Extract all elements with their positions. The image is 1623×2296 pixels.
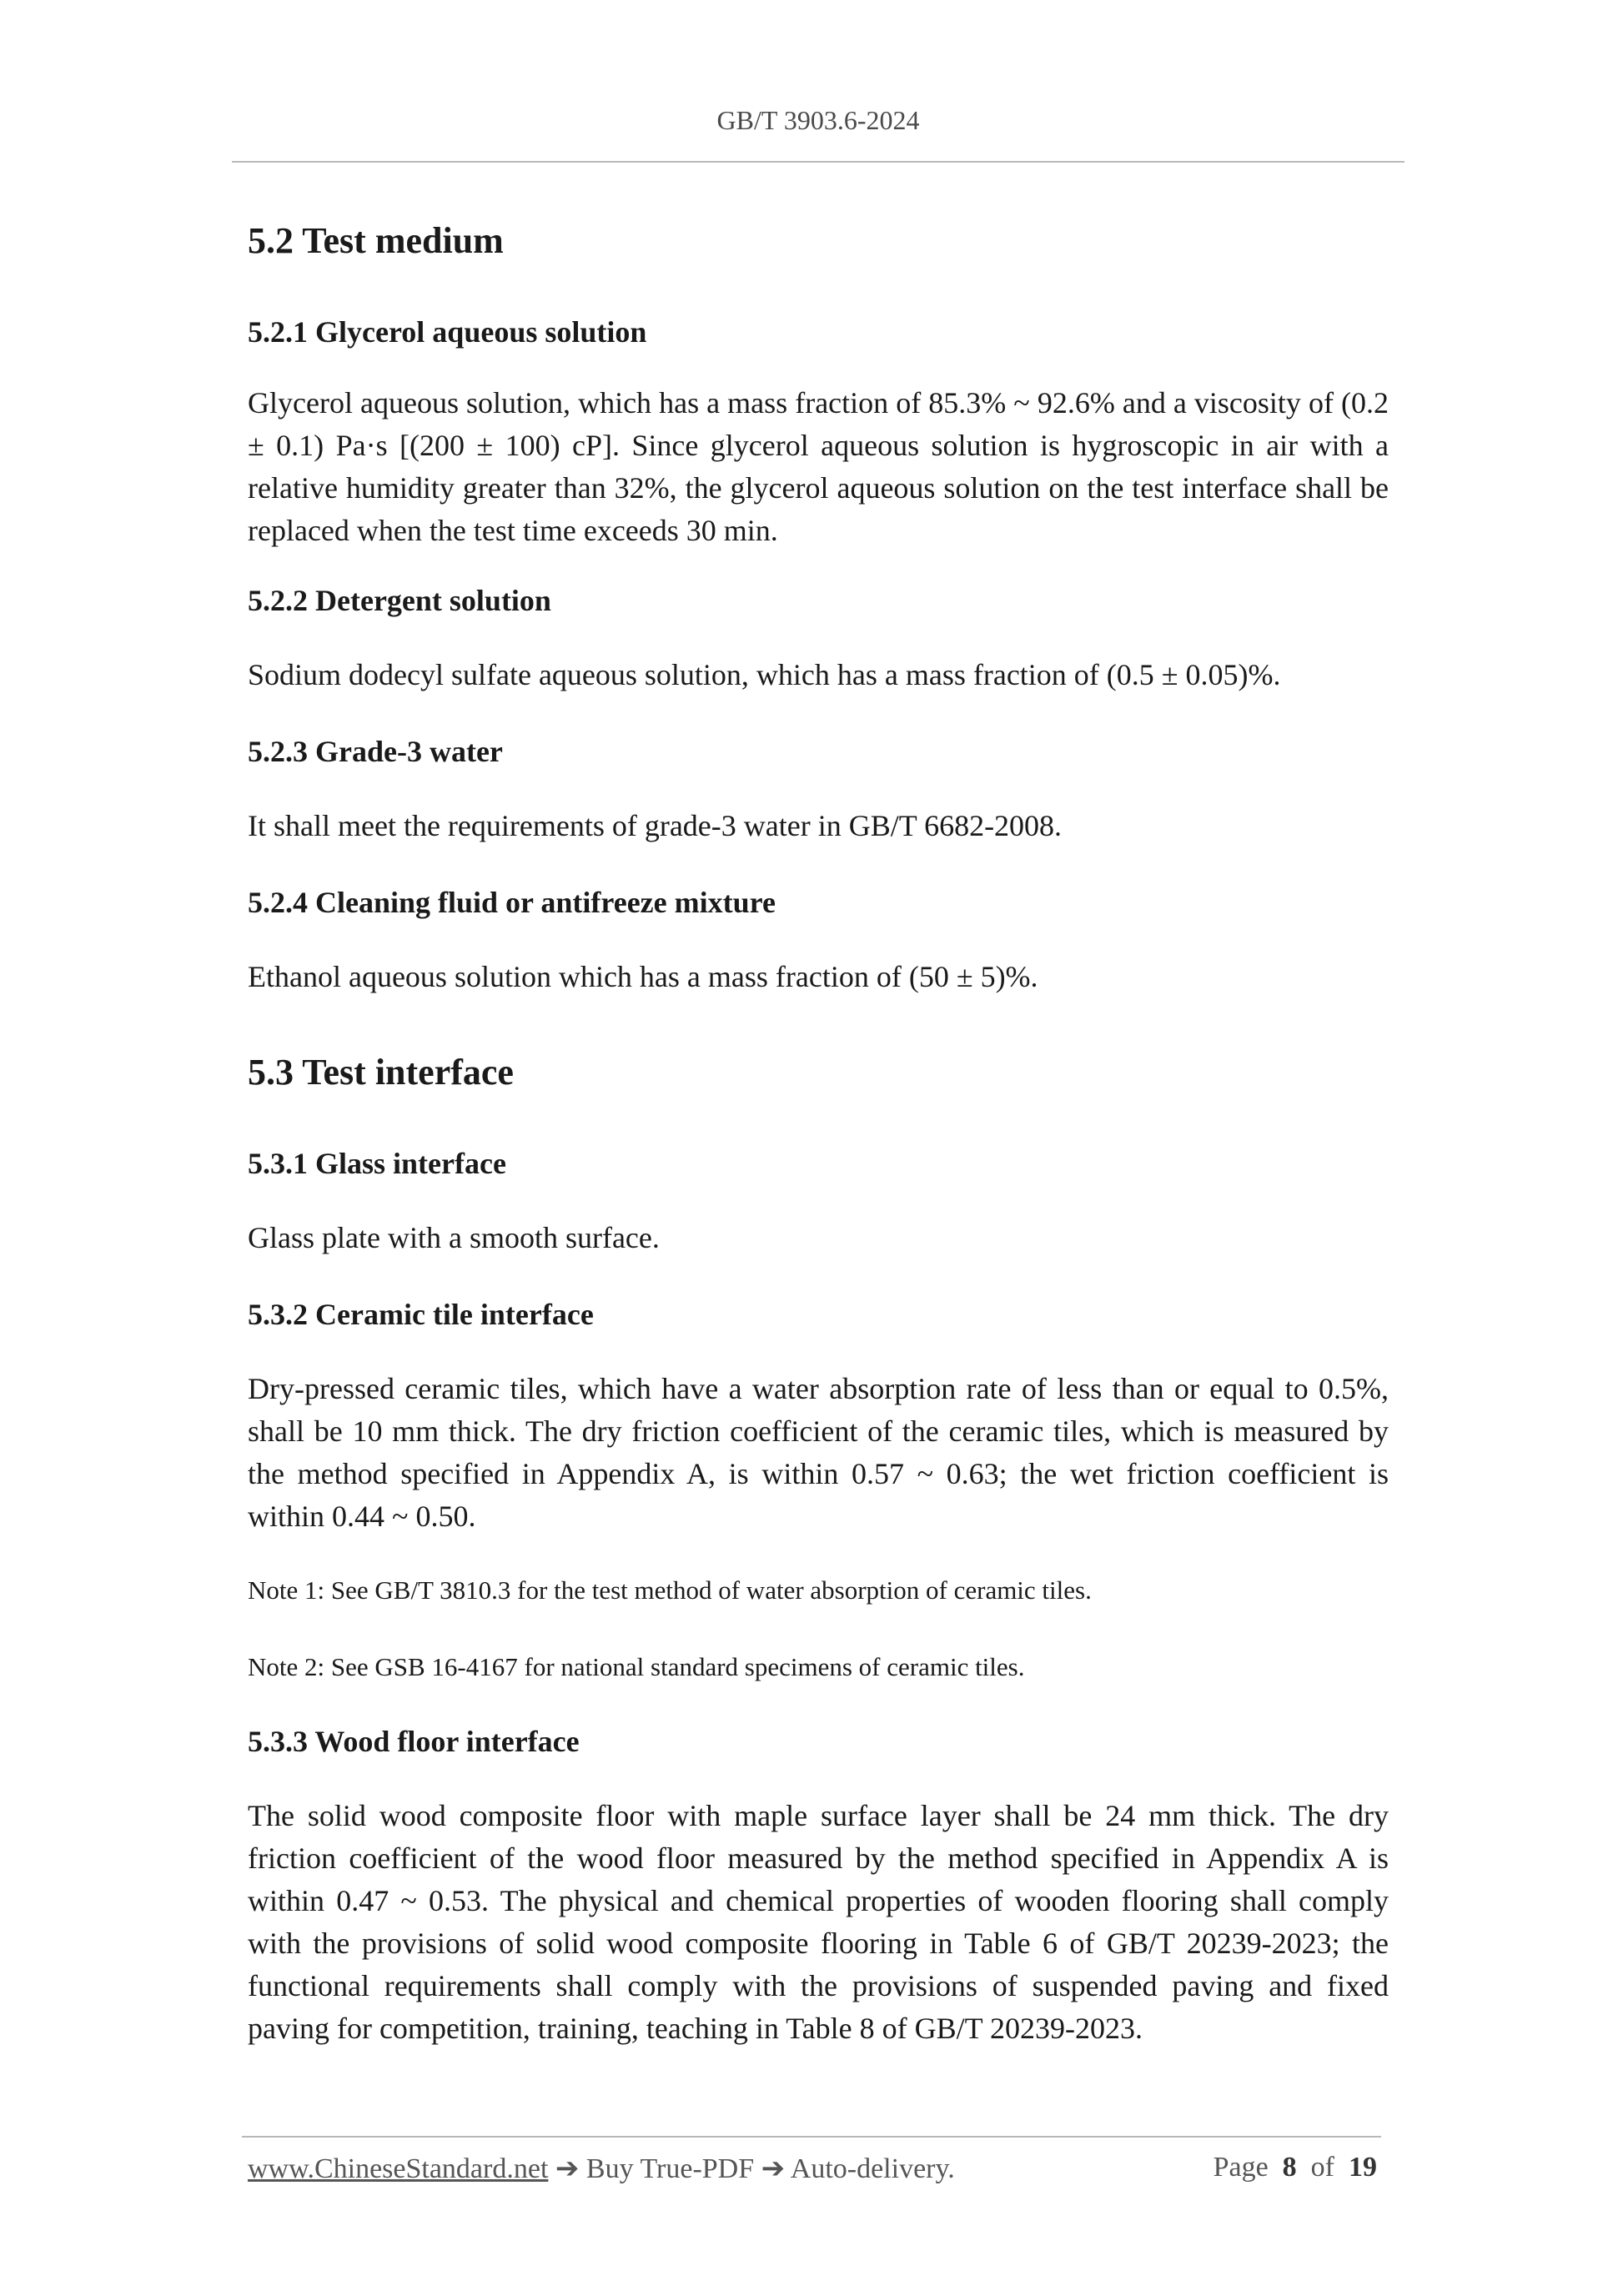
section-5-2-3-text: It shall meet the requirements of grade-3 water in GB/T 6682-2008.: [248, 809, 1063, 842]
page-header-title: GB/T 3903.6-2024: [716, 105, 920, 135]
section-5-3-3-text: The solid wood composite floor with maple surface layer shall be 24 mm thick. The dry friction coefficient of the wood floor measured by the method specified in Appendix A is within 0.47 ~ 0.53. The physical and chemical properties of wooden flooring shall comply with the provisions of solid wood composite flooring in Table 6 of GB/T 20239-2023; the functional requirements shall comply with the provisions of suspended paving and fixed paving for competition, training, teaching in Table 8 of GB/T 20239-2023.: [248, 1799, 1389, 2045]
section-5-3-2-text: Dry-pressed ceramic tiles, which have a water absorption rate of less than or equal to 0.5%, shall be 10 mm thick. The dry friction coefficient of the ceramic tiles, which is measured by the method specified in Appendix A, is within 0.57 ~ 0.63; the wet friction coefficient is within 0.44 ~ 0.50.: [248, 1372, 1389, 1533]
section-5-3-3-heading: 5.3.3 Wood floor interface: [248, 1725, 580, 1758]
document-body: [248, 200, 1389, 2050]
buy-true-pdf-text: Buy True-PDF: [585, 2153, 755, 2184]
auto-delivery-text: Auto-delivery.: [790, 2153, 955, 2184]
section-5-3-1-text: Glass plate with a smooth surface.: [248, 1221, 660, 1254]
page-number: [1213, 2152, 1377, 2183]
section-5-2-2-heading: 5.2.2 Detergent solution: [248, 584, 551, 617]
section-5-2-3-heading: 5.2.3 Grade-3 water: [248, 735, 503, 768]
footer-promo: [248, 2152, 955, 2185]
arrow-icon: ➔: [761, 2153, 786, 2184]
section-5-2-2-text: Sodium dodecyl sulfate aqueous solution, which has a mass fraction of (0.5 ± 0.05)%.: [248, 658, 1281, 691]
section-5-2-1-heading: 5.2.1 Glycerol aqueous solution: [248, 315, 647, 349]
page-footer: [248, 2152, 1377, 2193]
arrow-icon: ➔: [555, 2153, 580, 2184]
section-5-2-4-heading: 5.2.4 Cleaning fluid or antifreeze mixture: [248, 886, 776, 919]
section-5-3-1-heading: 5.3.1 Glass interface: [248, 1147, 506, 1180]
section-5-2-heading: 5.2 Test medium: [248, 220, 504, 261]
page-current: 8: [1282, 2152, 1297, 2183]
section-5-2-1-text: Glycerol aqueous solution, which has a mass fraction of 85.3% ~ 92.6% and a viscosity of (0.2 ± 0.1) Pa·s [(200 ± 100) cP]. Since glycerol aqueous solution is hygroscopic in air with a relative humidity greater than 32%, the glycerol aqueous solution on the test interface shall be replaced when the test time exceeds 30 min.: [248, 386, 1389, 547]
page-total: 19: [1349, 2152, 1377, 2183]
of-label: of: [1310, 2152, 1334, 2183]
site-link[interactable]: www.ChineseStandard.net: [248, 2153, 549, 2184]
note-1: Note 1: See GB/T 3810.3 for the test method of water absorption of ceramic tiles.: [248, 1575, 1092, 1605]
section-5-3-2-heading: 5.3.2 Ceramic tile interface: [248, 1298, 594, 1331]
footer-divider: [242, 2136, 1381, 2138]
page-label: Page: [1213, 2152, 1269, 2183]
section-5-2-4-text: Ethanol aqueous solution which has a mass fraction of (50 ± 5)%.: [248, 960, 1038, 993]
header-divider: [232, 161, 1404, 163]
section-5-3-heading: 5.3 Test interface: [248, 1052, 514, 1093]
note-2: Note 2: See GSB 16-4167 for national standard specimens of ceramic tiles.: [248, 1652, 1025, 1681]
